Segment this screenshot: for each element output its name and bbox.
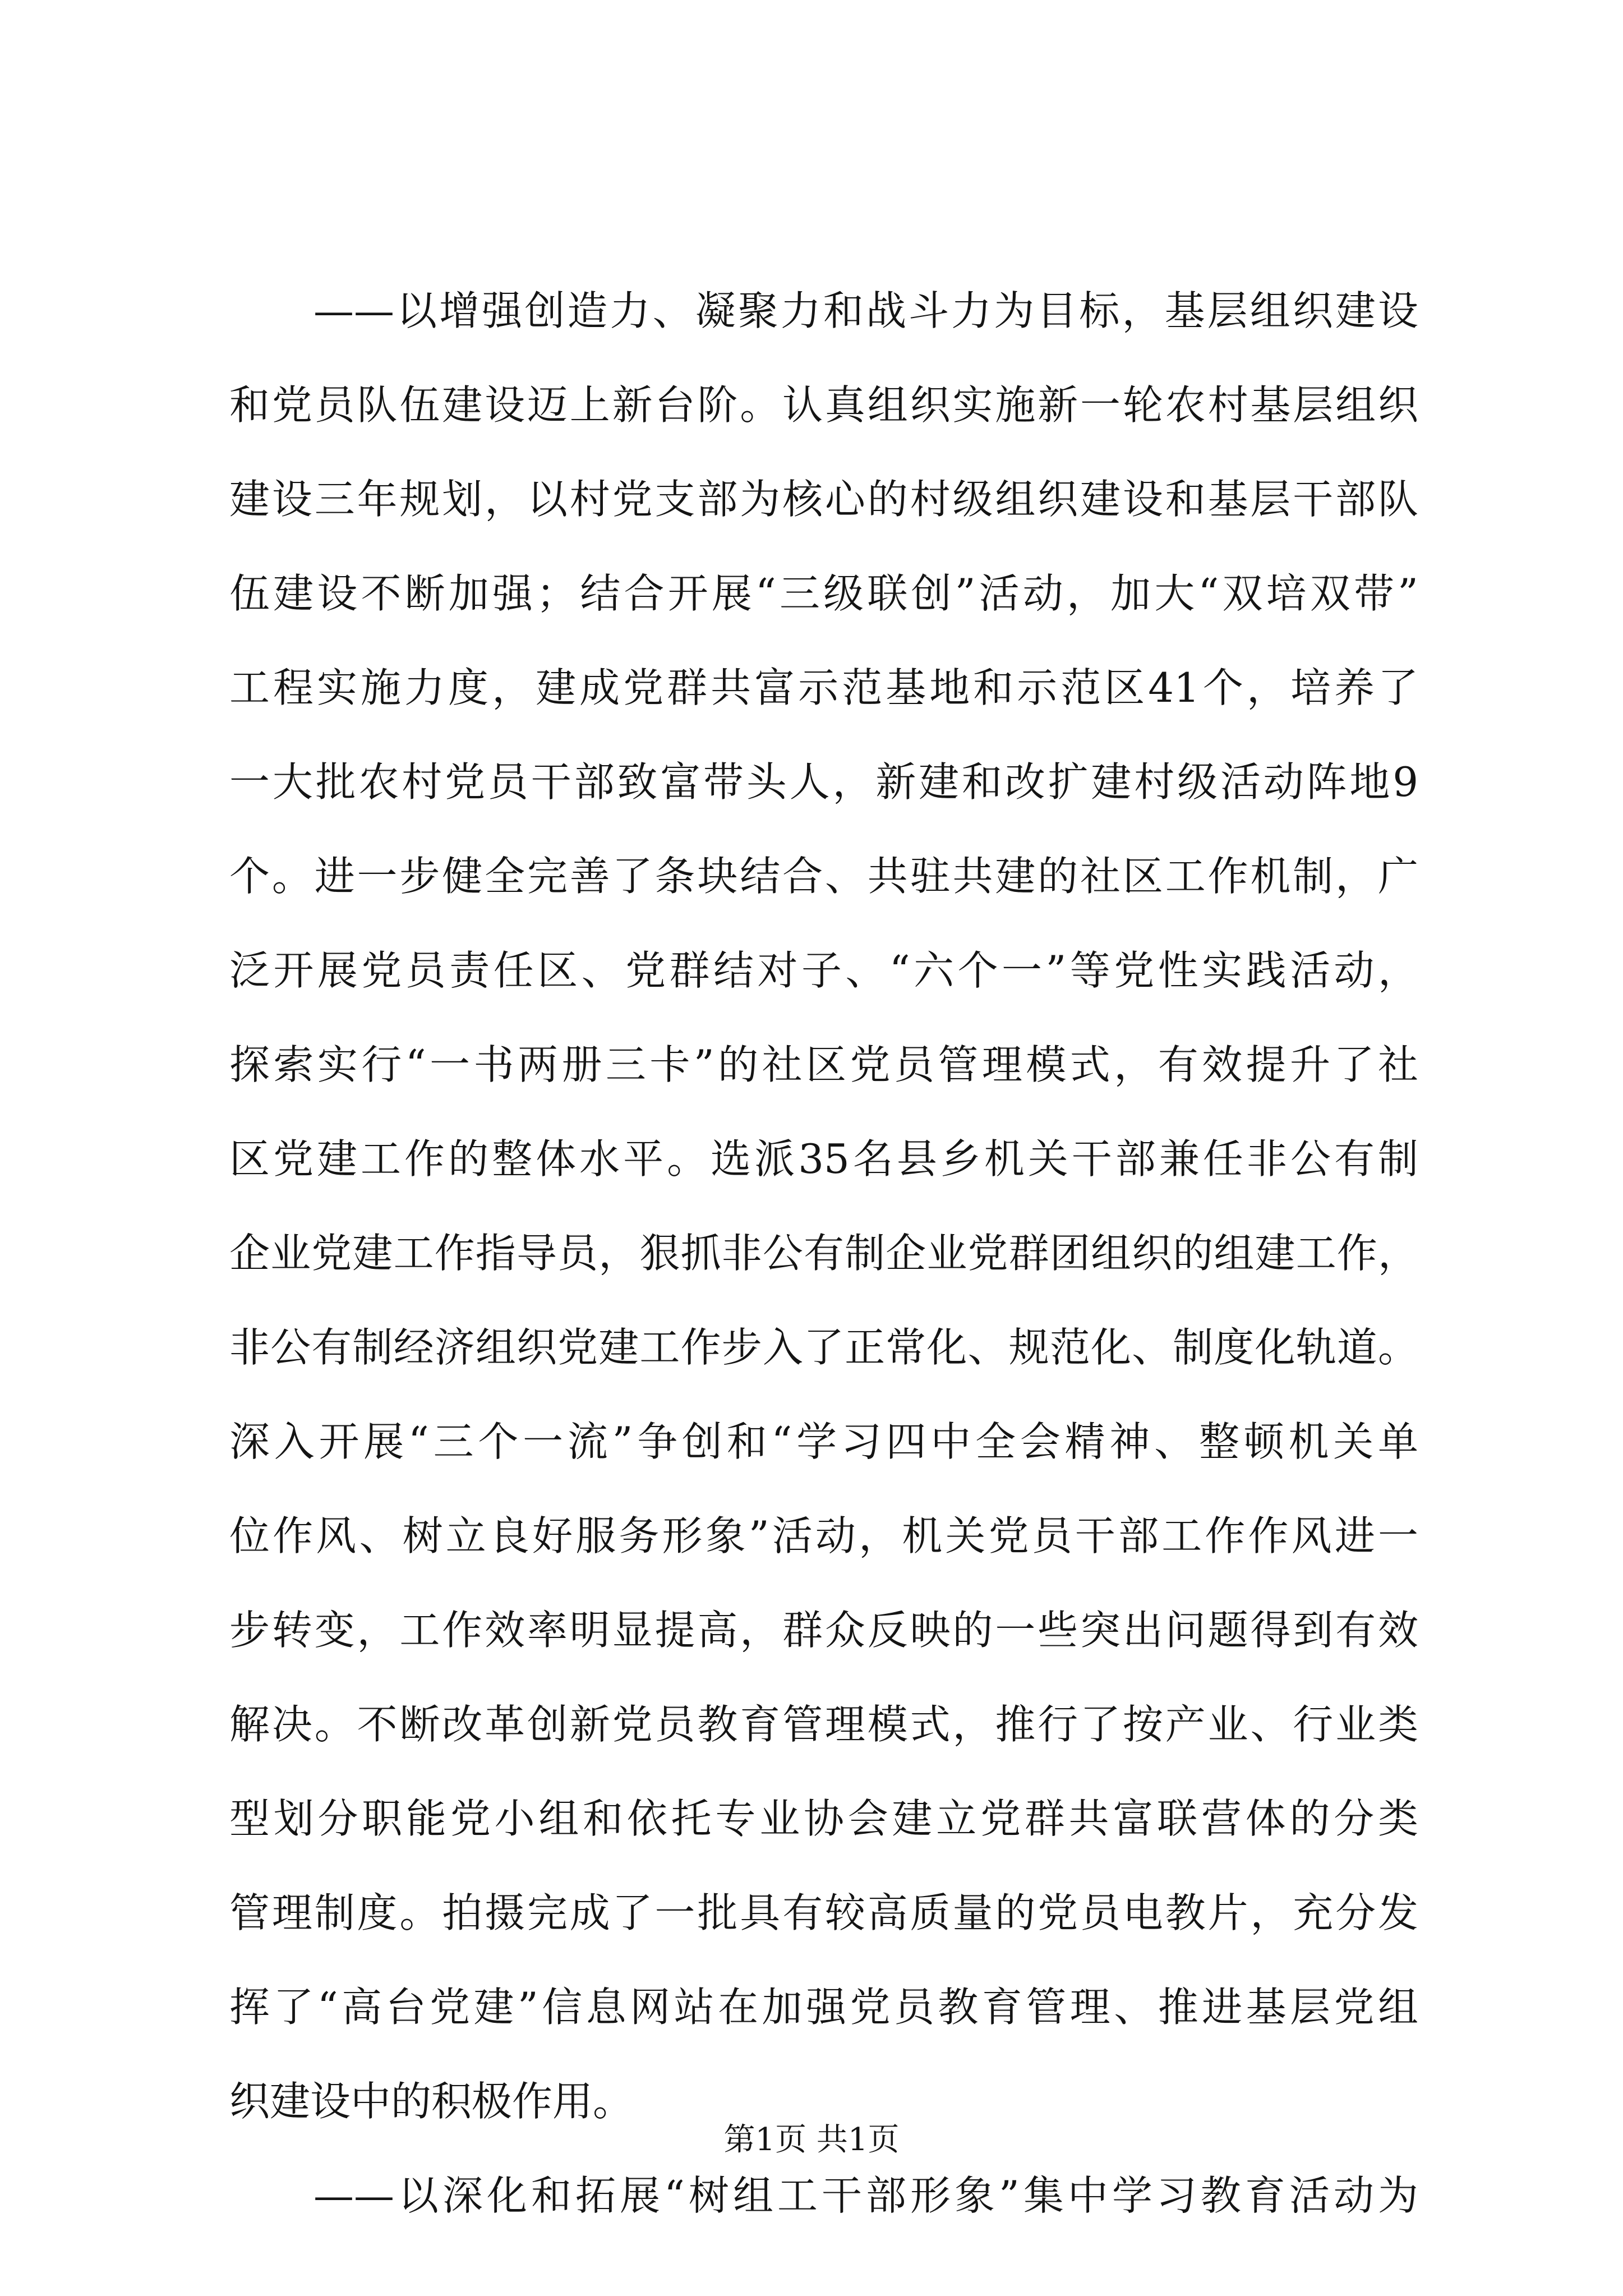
text-line: 位作风、树立良好服务形象”活动，机关党员干部工作作风进一 — [229, 1512, 1418, 1559]
text-line: 建设三年规划，以村党支部为核心的村级组织建设和基层干部队 — [229, 476, 1418, 523]
text-line: 和党员队伍建设迈上新台阶。认真组织实施新一轮农村基层组织 — [229, 381, 1418, 429]
text-line: ——以深化和拓展“树组工干部形象”集中学习教育活动为 — [313, 2172, 1418, 2219]
text-line: ——以增强创造力、凝聚力和战斗力为目标，基层组织建设 — [313, 287, 1418, 334]
text-line: 织建设中的积极作用。 — [229, 2078, 634, 2125]
text-line: 型划分职能党小组和依托专业协会建立党群共富联营体的分类 — [229, 1795, 1418, 1842]
body-text — [229, 264, 1418, 2243]
text-line: 探索实行“一书两册三卡”的社区党员管理模式，有效提升了社 — [229, 1041, 1418, 1088]
text-line: 解决。不断改革创新党员教育管理模式，推行了按产业、行业类 — [229, 1701, 1418, 1748]
text-line: 工程实施力度，建成党群共富示范基地和示范区41个，培养了 — [229, 664, 1418, 711]
text-line: 非公有制经济组织党建工作步入了正常化、规范化、制度化轨道。 — [229, 1324, 1418, 1371]
text-line: 泛开展党员责任区、党群结对子、“六个一”等党性实践活动， — [229, 947, 1418, 994]
page-footer: 第1页 共1页 — [723, 2122, 900, 2158]
text-line: 一大批农村党员干部致富带头人，新建和改扩建村级活动阵地9 — [229, 758, 1418, 806]
text-line: 个。进一步健全完善了条块结合、共驻共建的社区工作机制，广 — [229, 853, 1418, 900]
text-line: 深入开展“三个一流”争创和“学习四中全会精神、整顿机关单 — [229, 1418, 1418, 1465]
text-line: 伍建设不断加强；结合开展“三级联创”活动，加大“双培双带” — [229, 570, 1418, 617]
text-line: 挥了“高台党建”信息网站在加强党员教育管理、推进基层党组 — [229, 1984, 1418, 2031]
text-line: 企业党建工作指导员，狠抓非公有制企业党群团组织的组建工作， — [229, 1230, 1418, 1277]
text-line: 步转变，工作效率明显提高，群众反映的一些突出问题得到有效 — [229, 1607, 1418, 1654]
text-line: 管理制度。拍摄完成了一批具有较高质量的党员电教片，充分发 — [229, 1889, 1418, 1936]
text-line: 区党建工作的整体水平。选派35名县乡机关干部兼任非公有制 — [229, 1135, 1418, 1182]
